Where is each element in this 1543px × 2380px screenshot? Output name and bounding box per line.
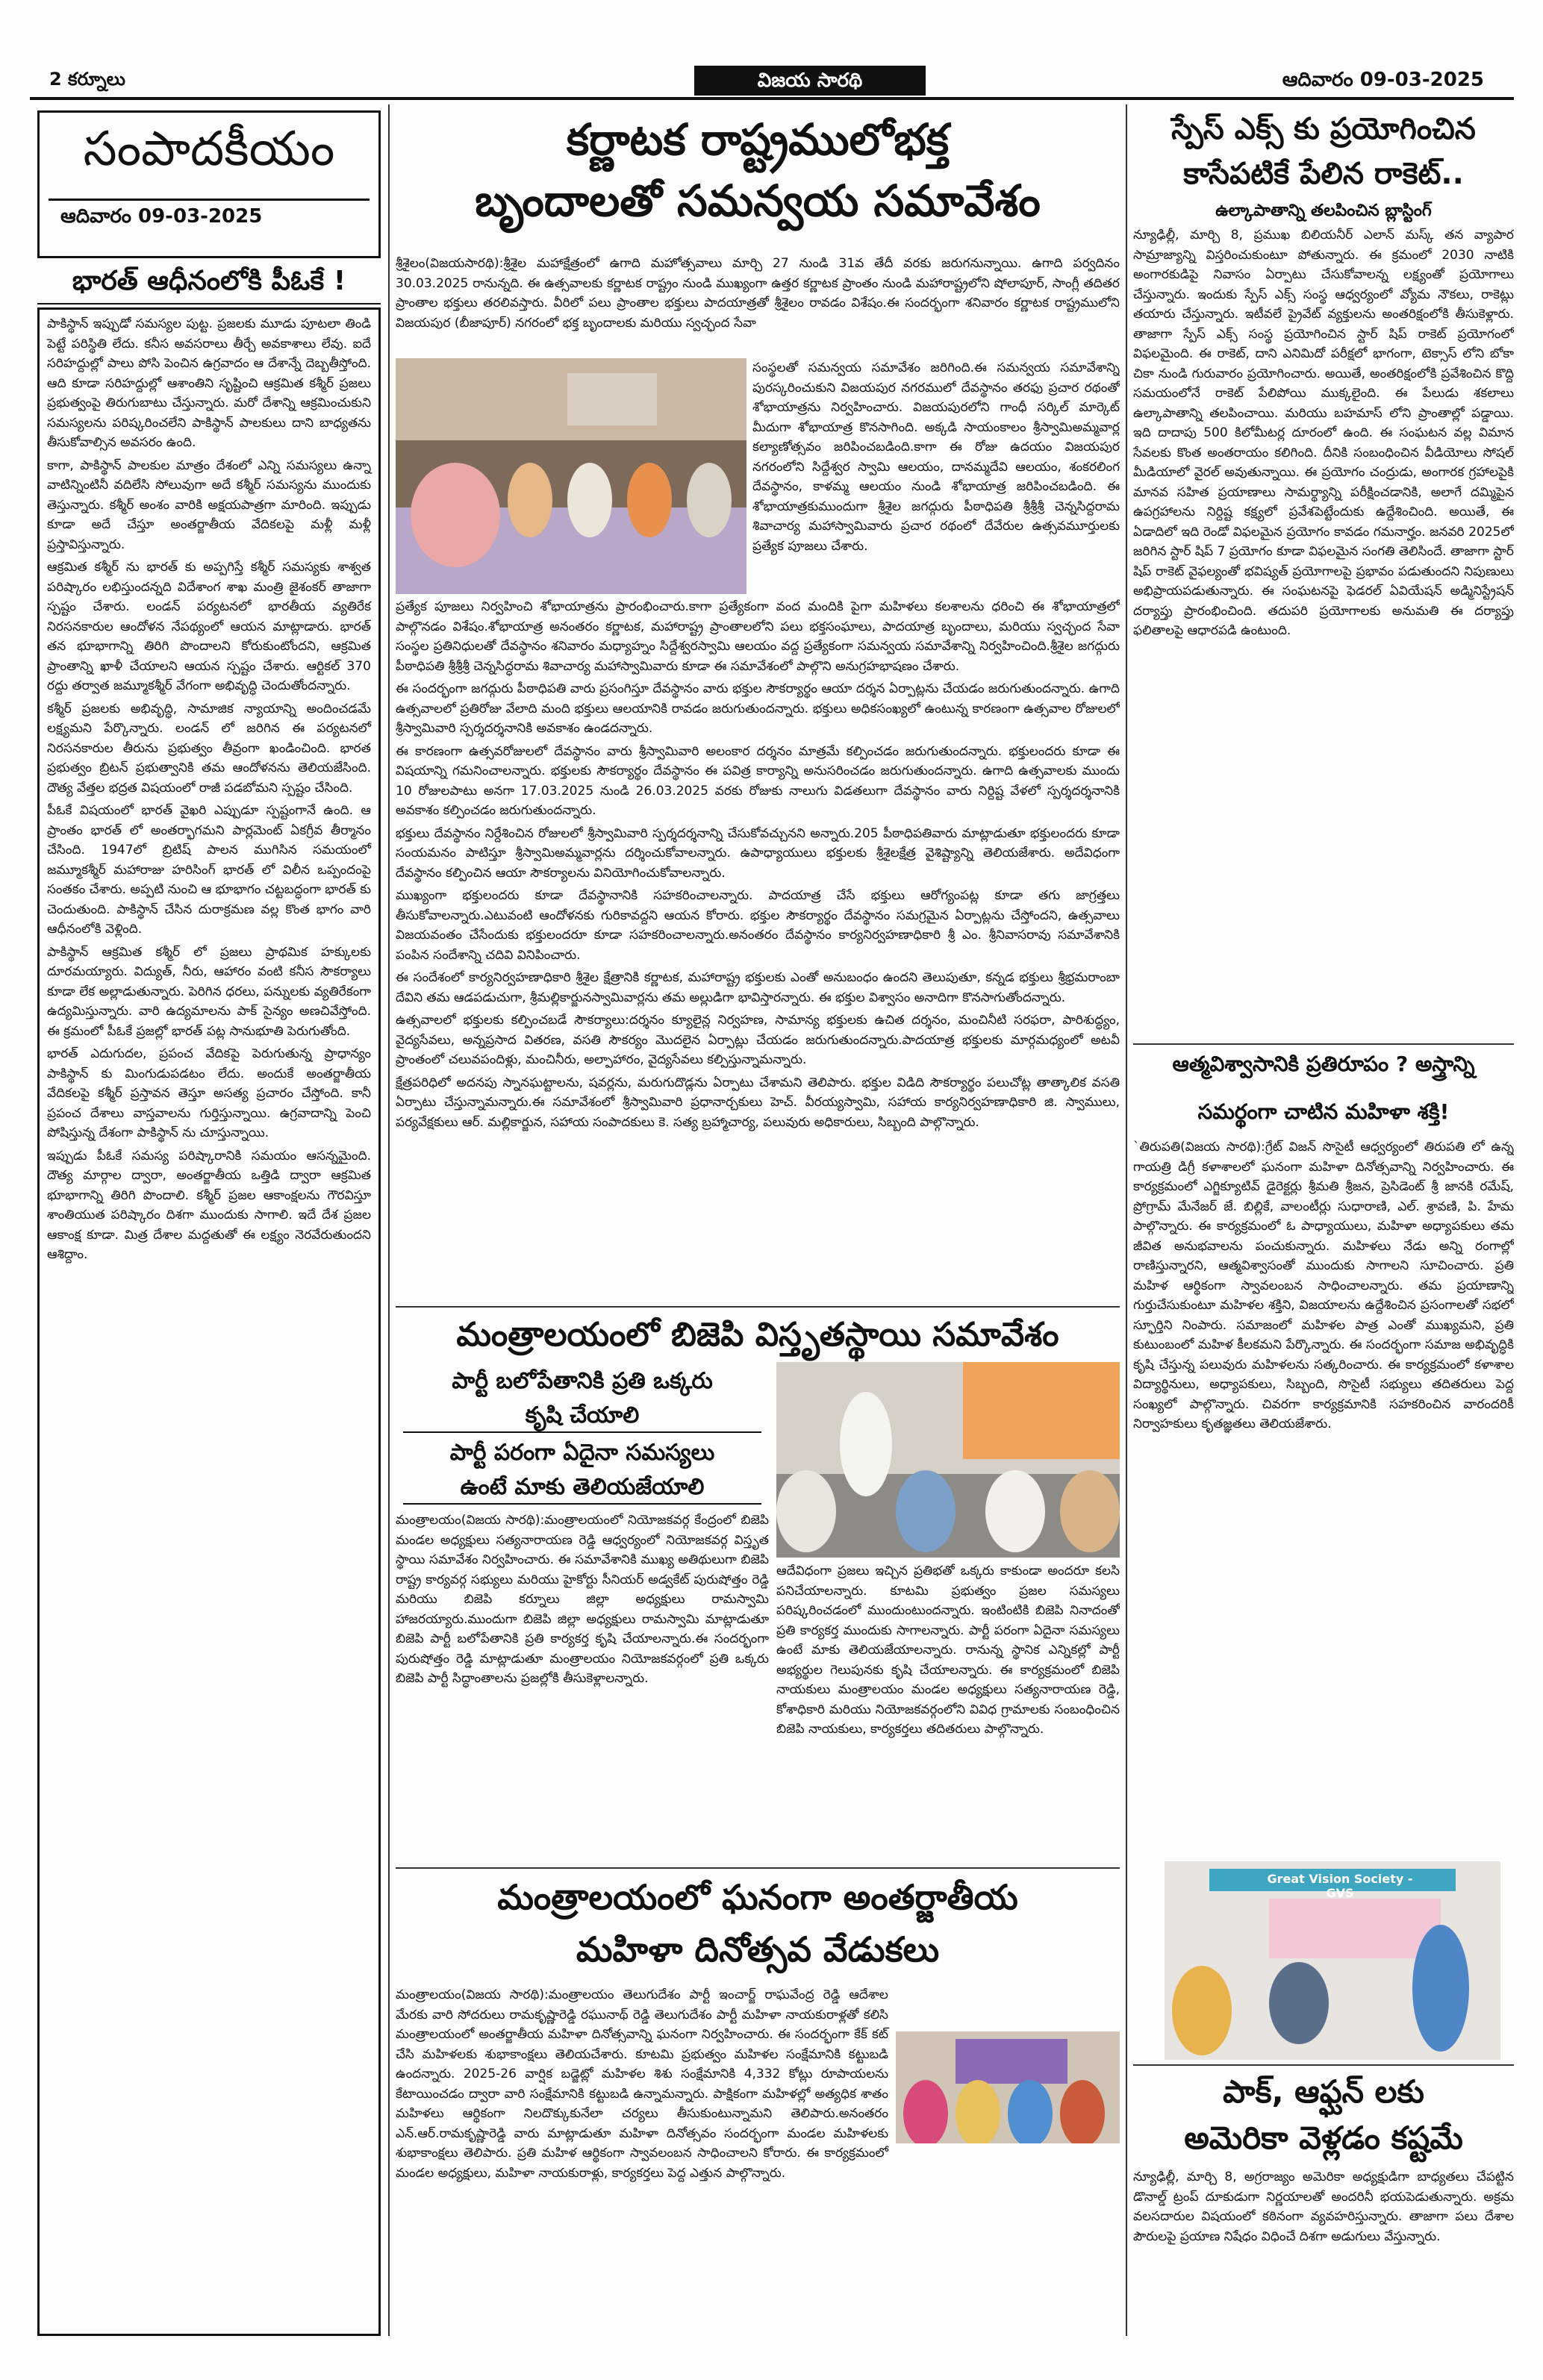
karnataka-paragraph: ఈ కారణంగా ఉత్సవరోజులలో దేవస్థానం వారు శ్రీస్వామివారి అలంకార దర్శనం మాత్రమే కల్పించడం జరుగుతుందన్నారు. భక్తులందరు కూడా ఈ విషయాన్ని గమనించాలన్నారు. భక్తులకు సౌకర్యార్థం దేవస్థానం ఈ పవిత్ర కార్యాన్ని అనుసరించడం జరుగుతుందన్నారు. ఉగాది ఉత్సవాలకు ముందు 10 రోజులపాటు అనగా 17.03.2025 నుండి 26.03.2025 వరకు రోజుకు నాలుగు విడతలుగా దేవస్థానం వారు నిర్దిష్ట వేళలో స్పర్శదర్శనానికి అవకాశం కల్పించడం జరుగుతుందన్నారు.	[396, 743, 1120, 818]
editorial-headline: భారత్ ఆధీనంలోకి పీఓకే !	[37, 266, 381, 304]
womens-day-photo	[896, 2031, 1120, 2143]
editorial-paragraph: పాకిస్థాన్ ఇప్పుడో సమస్యల పుట్ట. ప్రజలకు మూడు పూటలా తిండి పెట్టే పరిస్థితి లేదు. కనీస అవసరాలు తీర్చే అవకాశాలు లేవు. ఐదే సరిహద్దుల్లో పాలు పోసి పెంచిన ఉగ్రవాదం ఆ దేశాన్నే దెబ్బతీస్తోంది. ఆది కూడా సరిహద్దుల్లో ఆశాంతిని సృష్టించి ఆక్రమిత కశ్మీర్ ప్రజలు ప్రభుత్వంపై తిరుగుబాటు చేస్తున్నారు. మరో దేశాన్ని ఆక్రమించుకుని సమస్యలను పరిష్కరించలేని పాకిస్థాన్ పాలకులు దాని బాధ్యతను తీసుకోవాల్సిన అవసరం ఉంది.	[47, 316, 371, 450]
bjp-title: మంత్రాలయంలో బిజెపి విస్తృతస్థాయి సమావేశం	[456, 1316, 1059, 1354]
karnataka-paragraph: భక్తులు దేవస్థానం నిర్దేశించిన రోజులలో శ్రీస్వామివారి స్పర్శదర్శనాన్ని చేసుకోవచ్చునని అన్నారు.205 పీఠాధిపతివారు మాట్లాడుతూ భక్తులందరు కూడా సంయమనం పాటిస్తూ శ్రీస్వామిఅమ్మవార్లను దర్శించుకోవాలన్నారు. ఉపాధ్యాయులు భక్తులకు శ్రీశైలక్షేత్ర వైశిష్ట్యాన్ని తెలియజేశారు. అదేవిధంగా దేవస్థానం కల్పించిన ఆయా సౌకర్యాలను వినియోగించుకోవాలన్నారు.	[396, 825, 1120, 881]
karnataka-title-2: బృందాలతో సమన్వయ సమావేశం	[475, 175, 1041, 226]
karnataka-lead: శ్రీశైలం(విజయసారథి):శ్రీశైల మహాక్షేత్రంలో ఉగాది మహోత్సవాలు మార్చి 27 నుండి 31వ తేదీ వరకు జరుగనున్నాయి. ఉగాది పర్వదినం 30.03.2025 రానున్నది. ఈ ఉత్సవాలకు కర్ణాటక రాష్ట్రం నుండి ముఖ్యంగా ఉత్తర కర్ణాటక ప్రాంతం నుండి మహారాష్ట్రలోని షోలాపూర్, సాంగ్లీ తదితర ప్రాంతాల భక్తులు తరలివస్తారు. వీరిలో పలు ప్రాంతాల భక్తులు పాదయాత్రతో శ్రీశైలం రావడం విశేషం.ఈ సందర్భంగా శనివారం కర్ణాటక రాష్ట్రములోని విజయపుర (బీజాపూర్) నగరంలో భక్త బృందాలకు మరియు స్వచ్ఛంద సేవా	[396, 256, 1120, 331]
spacex-title-2: కాసేపటికే పేలిన రాకెట్..	[1183, 157, 1464, 191]
karnataka-paragraph: ఈ సందర్భంగా జగద్గురు పీఠాధిపతి వారు ప్రసంగిస్తూ దేవస్థానం వారు భక్తుల సౌకర్యార్థం ఆయా దర్శన ఏర్పాట్లను చేయడం జరుగుతుందన్నారు. ఉగాది ఉత్సవాలలో ప్రతిరోజు వేలాది మంది భక్తులు ఆలయానికి రావడం జరుగుతుందన్నారు. భక్తులు అధికసంఖ్యలో ఉంటున్న కారణంగా ఉత్సవాల రోజులలో శ్రీస్వామివారి స్పర్శదర్శనానికి అవకాశం ఉండదన్నారు.	[396, 681, 1120, 736]
header-rule	[30, 97, 1514, 100]
bjp-sub-3: పార్టీ పరంగా ఏదైనా సమస్యలు	[449, 1440, 715, 1466]
editorial-paragraph: పాకిస్థాన్ ఆక్రమిత కశ్మీర్ లో ప్రజలు ప్రాథమిక హక్కులకు దూరమయ్యారు. విద్యుత్, నీరు, ఆహారం వంటి కనీస సౌకర్యాలు కూడా లేక అల్లాడుతున్నారు. పెరిగిన ధరలు, పన్నులకు వ్యతిరేకంగా ఉద్యమిస్తున్నారు. వారి ఉద్యమాలను పాక్ సైన్యం అణచివేస్తోంది. ఈ క్రమంలో పీఓకే ప్రజల్లో భారత్ పట్ల సానుభూతి పెరుగుతోంది.	[47, 944, 371, 1039]
editorial-masthead-box	[37, 110, 381, 258]
gvs-banner-text: Great Vision Society - GVS	[1267, 1872, 1413, 1900]
confidence-title-2: సమర్థంగా చాటిన మహిళా శక్తి!	[1197, 1099, 1450, 1124]
editorial-paragraph: ఆక్రమిత కశ్మీర్ ను భారత్ కు అప్పగిస్తే కశ్మీర్ సమస్యకు శాశ్వత పరిష్కారం లభిస్తుందన్నది విదేశాంగ శాఖ మంత్రి జైశంకర్ తాజాగా స్పష్టం చేశారు. లండన్ పర్యటనలో భారతీయ వ్యతిరేక నిరసనకారుల ఆందోళన నేపథ్యంలో ఆయన మాట్లాడారు. భారత్ తన భూభాగాన్ని తిరిగి పొందాలని కోరుకుంటోందని, ఆక్రమిత ప్రాంతాన్ని ఖాళీ చేయాలని ఆయన స్పష్టం చేశారు. ఆర్టికల్ 370 రద్దు తర్వాత జమ్మూకశ్మీర్ వేగంగా అభివృద్ధి చెందుతోందన్నారు.	[47, 560, 371, 693]
karnataka-paragraph: ఈ సందేశంలో కార్యనిర్వహణాధికారి శ్రీశైల క్షేత్రానికి కర్ణాటక, మహారాష్ట్ర భక్తులకు ఎంతో అనుబంధం ఉందని తెలుపుతూ, కన్నడ భక్తులు శ్రీభ్రమరాంబా దేవిని తమ ఆడపడుచుగా, శ్రీమల్లికార్జునస్వామివార్లను తమ అల్లుడిగా భావిస్తారన్నారు. ఈ భక్తుల విశ్వాసం అనాదిగా కొనసాగుతోందన్నారు.	[396, 970, 1120, 1005]
spacex-subhead: ఉల్కాపాతాన్ని తలపించిన బ్లాస్టింగ్	[1215, 202, 1432, 220]
karnataka-paragraph: క్షేత్రపరిధిలో అదనపు స్నానఘట్టాలను, షవర్లను, మరుగుదొడ్లను ఏర్పాటు చేశామని తెలిపారు. భక్తుల విడిది సౌకర్యార్థం పలుచోట్ల తాత్కాలిక వసతి ఏర్పాటు చేస్తున్నామన్నారు.ఈ సమావేశంలో శ్రీస్వామివారి ప్రధానార్చకులు హెచ్. వీరయ్యస్వామి, సహాయ కార్యనిర్వహణాధికారి జి. స్వాములు, పర్యవేక్షకులు ఆర్. మల్లికార్జున, సహాయ సంపాదకులు కె. సత్య బ్రహ్మాచార్య, పలువురు అధికారులు, సిబ్బంది పాల్గొన్నారు.	[396, 1075, 1120, 1130]
womens-day-title-1: మంత్రాలయంలో ఘనంగా అంతర్జాతీయ	[497, 1877, 1018, 1917]
womens-day-body	[396, 1985, 1120, 2336]
page-number: 2 కర్నూలు	[49, 69, 125, 90]
gvs-photo	[1165, 1861, 1500, 2060]
editorial-paragraph: కశ్మీర్ ప్రజలకు అభివృద్ధి, సామాజిక న్యాయాన్ని అందించడమే లక్ష్యమని పేర్కొన్నారు. లండన్ లో జరిగిన ఈ పర్యటనలో నిరసనకారుల తీరును ప్రభుత్వం తీవ్రంగా ఖండించింది. భారత ప్రభుత్వం బ్రిటన్ ప్రభుత్వానికి తమ ఆందోళనను తెలియజేసింది. దౌత్య వేత్తల భద్రత విషయంలో రాజీ పడబోమని స్పష్టం చేసింది.	[47, 701, 371, 796]
karnataka-paragraph: ముఖ్యంగా భక్తులందరు కూడా దేవస్థానానికి సహకరించాలన్నారు. పాదయాత్ర చేసే భక్తులు ఆరోగ్యంపట్ల కూడా తగు జాగ్రత్తలు తీసుకోవాలన్నారు.ఎటువంటి ఆందోళనకు గురికావద్దని ఆయన కోరారు. భక్తుల సౌకర్యార్థం దేవస్థానం సమగ్రమైన ఏర్పాట్లను చేస్తోందని, ఉత్సవాలు విజయవంతం చేసేందుకు భక్తులందరూ కూడా సహకరించాలన్నారు.అనంతరం దేవస్థానం కార్యనిర్వహణాధికారి శ్రీ ఎం. శ్రీనివాసరావు సమావేశానికి పంపిన సందేశాన్ని చదివి వినిపించారు.	[396, 888, 1120, 963]
column-divider	[388, 104, 390, 2336]
pak-title-1: పాక్, ఆఫ్ఘన్ లకు	[1223, 2073, 1424, 2110]
page-header	[30, 66, 1514, 97]
karnataka-paragraph: ప్రత్యేక పూజలు నిర్వహించి శోభాయాత్రను ప్రారంభించారు.కాగా ప్రత్యేకంగా వంద మందికి పైగా మహిళలు కలశాలను ధరించి ఈ శోభాయాత్రలో పాల్గొనడం విశేషం.శోభాయాత్ర అనంతరం కర్ణాటక, మహారాష్ట్ర ప్రాంతాలలోని పలు భక్తసంఘాలు, పాదయాత్ర బృందాలు, మరియు స్వచ్ఛంద సేవా సంస్థల ప్రతినిధులతో దేవస్థానం శనివారం మధ్యాహ్నం సిద్దేశ్వరస్వామి ఆలయం వద్ద ప్రత్యేకంగా సమన్వయ సమావేశాన్ని నిర్వహించింది.శ్రీశైల జగద్గురు పీఠాధిపతి శ్రీశ్రీశ్రీ చెన్నసిద్ధరామ శివాచార్య మహాస్వామివారు కూడా ఈ సమావేశంలో పాల్గొని అనుగ్రహభాషణం చేశారు.	[396, 599, 1120, 674]
spacex-title-1: స్పేస్ ఎక్స్ కు ప్రయోగించిన	[1171, 112, 1476, 146]
editorial-date: ఆదివారం 09-03-2025	[60, 205, 263, 228]
section-divider	[396, 1306, 1120, 1308]
bjp-sub-1: పార్టీ బలోపేతానికి ప్రతి ఒక్కరు	[452, 1368, 713, 1394]
karnataka-body	[396, 597, 1120, 1302]
bjp-body-right: ఆదేవిధంగా ప్రజలు ఇచ్చిన ప్రతిభతో ఒక్కరు కాకుండా అందరూ కలసి పనిచేయాలన్నారు. కూటమి ప్రభుత్వం ప్రజల సమస్యలు పరిష్కరించడంలో ముందుంటుందన్నారు. ఇంటింటికి బిజెపి నినాదంతో ప్రతి కార్యకర్త ముందుకు సాగాలన్నారు. పార్టీ పరంగా ఏదైనా సమస్యలు ఉంటే మాకు తెలియజేయాలన్నారు. రానున్న స్థానిక ఎన్నికల్లో పార్టీ అభ్యర్థుల గెలుపునకు కృషి చేయాలన్నారు. ఈ కార్యక్రమంలో బిజెపి నాయకులు మంత్రాలయం మండల అధ్యక్షులు సత్యనారాయణ రెడ్డి, కోశాధికారి మరియు నియోజకవర్గంలోని వివిధ గ్రామాలకు సంబంధించిన బిజెపి నాయకులు, కార్యకర్తలు తదితరులు పాల్గొన్నారు.	[776, 1564, 1120, 1737]
karnataka-title-1: కర్ణాటక రాష్ట్రములోభక్త	[566, 114, 950, 165]
bjp-body-left: మంత్రాలయం(విజయ సారథి):మంత్రాలయంలో నియోజకవర్గ కేంద్రంలో బిజెపి మండల అధ్యక్షులు సత్యనారాయణ రెడ్డి ఆధ్వర్యంలో నియోజకవర్గ విస్తృత స్థాయి సమావేశం నిర్వహించారు. ఈ సమావేశానికి ముఖ్య అతిథులుగా బిజెపి రాష్ట్ర కార్యవర్గ సభ్యులు మరియు హైకోర్టు సీనియర్ అడ్వకేట్ పురుషోత్తం రెడ్డి మరియు బిజెపి కర్నూలు జిల్లా అధ్యక్షులు రామస్వామి హాజరయ్యారు.ముందుగా బిజెపి జిల్లా అధ్యక్షులు రామస్వామి మాట్లాడుతూ బిజెపి పార్టీ బలోపేతానికి ప్రతి కార్యకర్త కృషి చేయాలన్నారు.ఈ సందర్భంగా పురుషోత్తం రెడ్డి మాట్లాడుతూ మంత్రాలయం నియోజకవర్గంలో ప్రతి ఒక్కరు బిజెపి పార్టీ సిద్ధాంతాలను ప్రజల్లోకి తీసుకెళ్లాలన్నారు.	[396, 1513, 769, 1686]
editorial-body	[37, 307, 381, 2336]
bjp-sub-4: ఉంటే మాకు తెలియజేయాలి	[403, 1472, 761, 1505]
bjp-photo	[776, 1362, 1120, 1558]
karnataka-photo	[396, 358, 746, 594]
spacex-body: న్యూఢిల్లీ, మార్చి 8, ప్రముఖ బిలియనీర్ ఎలాన్ మస్క్ తన వ్యాపార సామ్రాజ్యాన్ని విస్తరించుకుంటూ పోతున్నారు. ఈ క్రమంలో 2030 నాటికి అంగారకుడిపై నివాసం ఏర్పాటు చేసుకోవాలన్న లక్ష్యంతో ప్రయోగాలు చేస్తున్నారు. ఇందుకు స్పేస్ ఎక్స్ సంస్థ ఆధ్వర్యంలో వ్యోమ నౌకలు, రాకెట్లు తయారు చేస్తున్నారు. ఇటీవలే ప్రైవేట్ వ్యక్తులను అంతరిక్షంలోకి తీసుకెళ్లారు. తాజాగా స్పేస్ ఎక్స్ సంస్థ ప్రయోగించిన స్టార్ షిప్ రాకెట్ ప్రయోగంలో విఫలమైంది. ఈ రాకెట్, దాని ఎనిమిదో పరీక్షలో భాగంగా, టెక్సాస్ లోని బోకా చికా నుండి గురువారం ప్రయోగించారు. అయితే, అంతరిక్షంలోకి ప్రవేశించిన కొద్ది సమయంలోనే రాకెట్ పేలిపోయి ముక్కలైంది. ఈ పేలుడు శకలాలు ఉల్కాపాతాన్ని తలపించాయి. మరియు బహమాస్ లోని ప్రాంతాల్లో పడ్డాయి. ఇది దాదాపు 500 కిలోమీటర్ల దూరంలో ఉంది. ఈ సంఘటన వల్ల విమాన సేవలకు కొంత అంతరాయం కలిగింది. దీనికి సంబంధించిన వీడియోలు సోషల్ మీడియాలో వైరల్ అవుతున్నాయి. ఈ ప్రయోగం చంద్రుడు, అంగారక గ్రహాలపైకి మానవ సహిత ప్రయాణాలు సామర్థ్యాన్ని పరీక్షించడానికి, అలాగే దమ్మిపైన ఉపగ్రహాలను నిర్దిష్ట కక్ష్యలో ప్రవేశపెట్టేందుకు ఉద్దేశించింది. అయితే, ఈ ఏడాదిలో ఇది రెండో విఫలమైన ప్రయోగం కావడం గమనార్హం. జనవరి 2025లో జరిగిన స్టార్ షిప్ 7 ప్రయోగం కూడా విఫలమైన సంగతి తెలిసిందే. తాజాగా స్టార్ షిప్ రాకెట్ వైఫల్యంతో భవిష్యత్ ప్రయోగాలపై ప్రభావం పడుతుందని నిపుణులు అభిప్రాయపడుతున్నారు. ఈ సంఘటనపై ఫెడరల్ ఏవియేషన్ అడ్మినిస్ట్రేషన్ దర్యాప్తు ప్రారంభించింది. తదుపరి ప్రయోగాలకు అనుమతి ఈ దర్యాప్తు ఫలితాలపై ఆధారపడి ఉంటుంది.	[1133, 228, 1514, 638]
karnataka-paragraph: ఉత్సవాలలో భక్తులకు కల్పించబడే సౌకర్యాలు:దర్శనం క్యూలైన్ల నిర్వహణ, సామాన్య భక్తులకు ఉచిత దర్శనం, మంచినీటి సరఫరా, పారిశుద్ధ్యం, వైద్యసేవలు, అన్నప్రసాద వితరణ, వసతి సౌకర్యం మొదలైన ఏర్పాట్లు చేయడం జరుగుతుందన్నారు.పాదయాత్ర భక్తులకు మార్గమధ్యంలో అటవీ ప్రాంతంలో చలువపందిళ్లు, మంచినీరు, అల్పాహారం, వైద్యసేవలు కల్పిస్తున్నామన్నారు.	[396, 1013, 1120, 1067]
header-date: ఆదివారం 09-03-2025	[1282, 69, 1484, 91]
editorial-paragraph: ఇప్పుడు పీఓకే సమస్య పరిష్కారానికి సమయం ఆసన్నమైంది. దౌత్య మార్గాల ద్వారా, అంతర్జాతీయ ఒత్తిడి ద్వారా ఆక్రమిత భూభాగాన్ని తిరిగి పొందాలి. కశ్మీర్ ప్రజల ఆకాంక్షలను గౌరవిస్తూ శాంతియుత పరిష్కారం దిశగా ముందుకు సాగాలి. ఇదే దేశ ప్రజల ఆకాంక్ష కూడా. మిత్ర దేశాల మద్దతుతో ఈ లక్ష్యం నెరవేరుతుందని ఆశిద్దాం.	[47, 1148, 371, 1262]
pak-title-2: అమెరికా వెళ్లడం కష్టమే	[1184, 2120, 1463, 2156]
womens-day-text: మంత్రాలయం(విజయ సారథి):మంత్రాలయం తెలుగుదేశం పార్టీ ఇంచార్జ్ రాఘవేంద్ర రెడ్డి ఆదేశాల మేరకు వారి సోదరులు రామకృష్ణారెడ్డి రఘునాథ్ రెడ్డి తెలుగుదేశం పార్టీ మహిళా నాయకురాళ్లతో కలిసి మంత్రాలయంలో అంతర్జాతీయ మహిళా దినోత్సవాన్ని ఘనంగా నిర్వహించారు. ఈ సందర్భంగా కేక్ కట్ చేసి మహిళలకు శుభాకాంక్షలు తెలియచేశారు. కూటమి ప్రభుత్వం మహిళల సంక్షేమానికి కట్టుబడి ఉందన్నారు. 2025-26 వార్షిక బడ్జెట్లో మహిళల శిశు సంక్షేమానికి 4,332 కోట్లు రూపాయలను కేటాయించడం ద్వారా వారి సంక్షేమానికి కట్టుబడి ఉన్నామన్నారు. పాక్షికంగా మహిళల్లో అత్యధిక శాతం మహిళలు ఆర్థికంగా నిలదొక్కుకునేలా చర్యలు తీసుకుంటున్నామని తెలిపారు.అనంతరం ఎన్.ఆర్.రామకృష్ణారెడ్డి వారు మాట్లాడుతూ మహిళా దినోత్సవం సందర్భంగా మండల మహిళలకు శుభాకాంక్షలు తెలిపారు. ప్రతి మహిళ ఆర్థికంగా స్వావలంబన సాధించాలని కోరారు. ఈ కార్యక్రమంలో మండల అధ్యక్షులు, మహిళా నాయకురాళ్లు, కార్యకర్తలు పెద్ద ఎత్తున పాల్గొన్నారు.	[396, 1987, 888, 2181]
karnataka-side-text: సంస్థలతో సమన్వయ సమావేశం జరిగింది.ఈ సమన్వయ సమావేశాన్ని పురస్కరించుకుని విజయపుర నగరములో దేవస్థానం తరఫు ప్రచార రథంతో శోభాయాత్రను నిర్వహించారు. విజయపురలోని గాంధీ సర్కిల్ మార్కెట్ మీదుగా శోభాయాత్ర కొనసాగింది. అక్కడి సాయంకాలం శ్రీస్వామిఅమ్మవార్ల కల్యాణోత్సవం జరిపించబడింది.కాగా ఈ రోజు ఉదయం విజయపుర నగరంలోని సిద్దేశ్వర స్వామి ఆలయం, దానమ్మదేవి ఆలయం, శంకరలింగ దేవస్థానం, కాళమ్మ ఆలయం నుండి శోభాయాత్ర జరిపించబడింది. ఈ శోభాయాత్రకుముందుగా శ్రీశైల జగద్గురు పీఠాధిపతి శ్రీశ్రీశ్రీ చెన్నసిద్దరామ శివాచార్య మహాస్వామివారు ప్రచార రథంలో దేవేరుల ఉత్సవమూర్తులకు ప్రత్యేక పూజలు చేశారు.	[752, 360, 1120, 554]
editorial-masthead: సంపాదకీయం	[83, 122, 335, 177]
confidence-title-1: ఆత్మవిశ్వాసానికి ప్రతిరూపం ? అస్త్రాన్ని	[1172, 1052, 1475, 1076]
editorial-paragraph: పీఓకే విషయంలో భారత్ వైఖరి ఎప్పుడూ స్పష్టంగానే ఉంది. ఆ ప్రాంతం భారత్ లో అంతర్భాగమని పార్లమెంట్ ఏకగ్రీవ తీర్మానం చేసింది. 1947లో బ్రిటిష్ పాలన ముగిసిన సమయంలో జమ్మూకశ్మీర్ మహారాజు హరిసింగ్ భారత్ లో విలీన ఒప్పందంపై సంతకం చేశారు. అప్పటి నుంచి ఆ భూభాగం చట్టబద్ధంగా భారత్ కు చెందుతుంది. పాకిస్థాన్ చేసిన దురాక్రమణ వల్ల కొంత భాగం వారి ఆధీనంలోకి వెళ్లింది.	[47, 803, 371, 937]
confidence-body: `తిరుపతి(విజయ సారథి):గ్రేట్ విజన్ సొసైటీ ఆధ్వర్యంలో తిరుపతి లో ఉన్న గాయత్రి డిగ్రీ కళాశాలలో ఘనంగా మహిళా దినోత్సవాన్ని నిర్వహించారు. ఈ కార్యక్రమంలో ఎగ్జిక్యూటివ్ డైరెక్టర్లు శ్రీమతి శ్రీజన, ప్రెసిడెంట్ శ్రీ జానకి రమేష్, ప్రోగ్రామ్ మేనేజర్ జే. బిల్లికే, వాలంటీర్లు సుధారాణి, ఎల్. శ్రావణి, పి. హేమ పాల్గొన్నారు. ఈ కార్యక్రమంలో ఓ పాధ్యాయులు, మహిళా అధ్యాపకులు తమ జీవిత అనుభవాలను పంచుకున్నారు. మహిళలు నేడు అన్ని రంగాల్లో రాణిస్తున్నారని, ఆత్మవిశ్వాసంతో ముందుకు సాగాలని సూచించారు. ప్రతి మహిళ ఆర్థికంగా స్వావలంబన సాధించాలన్నారు. తమ ప్రయాణాన్ని గుర్తుచేసుకుంటూ మహిళల శక్తిని, విజయాలను ఉద్దేశించిన ప్రసంగాలతో సభలో స్ఫూర్తిని నింపారు. సమాజంలో మహిళల పాత్ర ఎంతో ముఖ్యమని, ప్రతి కుటుంబంలో మహిళ కీలకమని పేర్కొన్నారు. ఈ సందర్భంగా సమాజ అభివృద్ధికి కృషి చేస్తున్న పలువురు మహిళలను సత్కరించారు. ఈ కార్యక్రమంలో కళాశాల విద్యార్థినులు, అధ్యాపకులు, సిబ్బంది, సొసైటీ సభ్యులు తదితరులు పెద్ద సంఖ్యలో పాల్గొన్నారు. చివరగా కార్యక్రమానికి సహకరించిన వారందరికీ నిర్వాహకులు కృతజ్ఞతలు తెలియజేశారు.	[1133, 1140, 1514, 1431]
womens-day-title-2: మహిళా దినోత్సవ వేడుకలు	[576, 1929, 940, 1970]
paper-name: విజయ సారథి	[694, 66, 926, 96]
section-divider	[1133, 1043, 1514, 1045]
bjp-sub-2: కృషి చేయాలి	[403, 1400, 761, 1433]
pak-body: న్యూఢిల్లీ, మార్చి 8, అగ్రరాజ్యం అమెరికా అధ్యక్షుడిగా బాధ్యతలు చేపట్టిన డొనాల్డ్ ట్రంప్ దూకుడుగా నిర్ణయాలతో అందరినీ భయపెడుతున్నారు. అక్రమ వలసదారుల విషయంలో కఠినంగా వ్యవహరిస్తున్నారు. తాజాగా పలు దేశాల పౌరులపై ప్రయాణ నిషేధం విధించే దిశగా అడుగులు వేస్తున్నారు.	[1133, 2170, 1514, 2244]
editorial-paragraph: భారత్ ఎదుగుదల, ప్రపంచ వేదికపై పెరుగుతున్న ప్రాధాన్యం పాకిస్థాన్ కు మింగుడుపడటం లేదు. అందుకే అంతర్జాతీయ వేదికలపై కశ్మీర్ ప్రస్తావన తెస్తూ అసత్య ప్రచారం చేస్తోంది. కానీ ప్రపంచ దేశాలు వాస్తవాలను గుర్తిస్తున్నాయి. ఉగ్రవాదాన్ని పెంచి పోషిస్తున్న దేశంగా పాకిస్థాన్ ను చూస్తున్నాయి.	[47, 1046, 371, 1140]
editorial-paragraph: కాగా, పాకిస్థాన్ పాలకుల మాత్రం దేశంలో ఎన్ని సమస్యలు ఉన్నా వాటిన్నింటినీ వదిలేసి సోలువుగా అదే కశ్మీర్ సమస్యను ముందుకు తెస్తున్నారు. కశ్మీర్ అంశం వారికి అక్షయపాత్రగా మారింది. ఇప్పుడు కూడా అదే చేస్తూ అంతర్జాతీయ వేదికలపై మళ్లీ మళ్లీ ప్రస్తావిస్తున్నారు.	[47, 457, 371, 552]
column-divider	[1126, 104, 1127, 2336]
section-divider	[396, 1867, 1120, 1869]
section-divider	[1133, 2064, 1514, 2066]
